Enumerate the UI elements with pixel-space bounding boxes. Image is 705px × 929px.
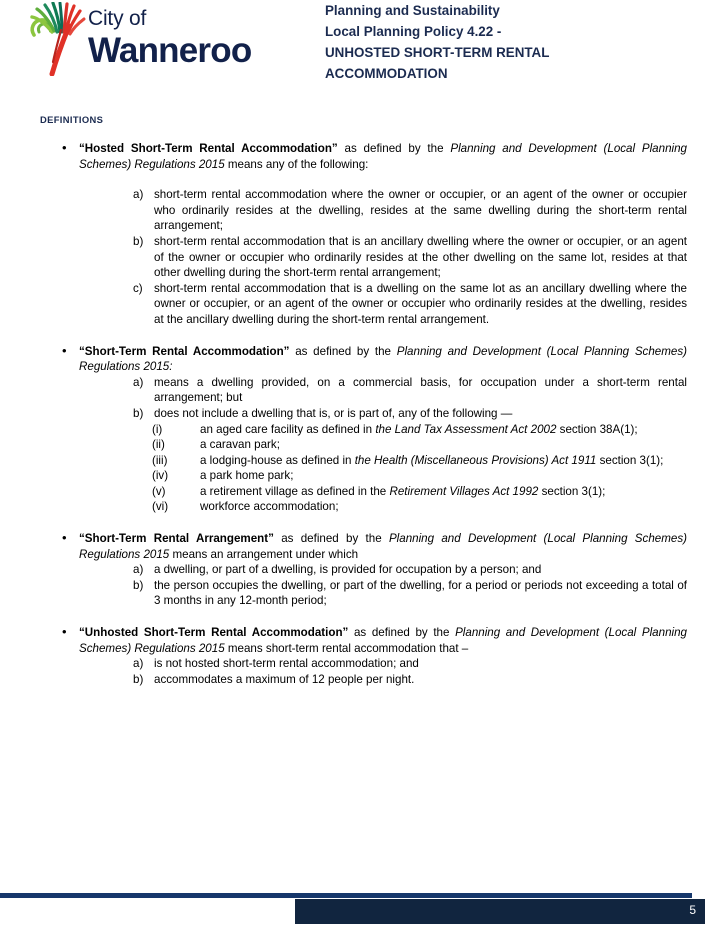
city-of-wanneroo-logo — [26, 2, 251, 78]
list-text: a dwelling, or part of a dwelling, is provided for occupation by a person; and — [154, 563, 542, 577]
list-marker: b) — [133, 578, 144, 592]
list-text: the person occupies the dwelling, or part of the dwelling, for a period or periods not exceeding a total of 3 months in any 12-month period; — [154, 578, 687, 608]
title-line-3: UNHOSTED SHORT-TERM RENTAL — [325, 45, 550, 60]
list-text: short-term rental accommodation where the owner or occupier, or an agent of the owner or occupier who ordinarily resides at the dwelling, resides at the same dwelling during the short-term rental arrangement; — [154, 188, 687, 233]
title-line-1: Planning and Sustainability — [325, 3, 500, 18]
document-title — [325, 0, 695, 84]
wanneroo-grasstree-logo-icon — [26, 2, 92, 76]
footer-divider-rule — [0, 893, 692, 898]
definition-block-arrangement — [0, 531, 705, 609]
alpha-list-unhosted — [133, 656, 687, 687]
definition-lead-plain-1: as defined by the — [337, 142, 451, 155]
list-marker: b) — [133, 672, 144, 686]
definition-lead-italic: Planning and Development (Local Planning Schemes) Regulations 2015 — [79, 142, 687, 171]
logo-wordmark — [88, 8, 251, 68]
definition-term: “Hosted Short-Term Rental Accommodation” — [79, 142, 338, 155]
list-text: means a dwelling provided, on a commercial basis, for occupation under a short-term rental arrangement; but — [154, 375, 687, 405]
list-text-plain-1: a caravan park; — [200, 438, 280, 452]
definition-lead-italic: Planning and Development (Local Planning Schemes) Regulations 2015 — [79, 532, 687, 561]
definition-term: “Short-Term Rental Accommodation” — [79, 344, 290, 358]
list-text: short-term rental accommodation that is a dwelling on the same lot as an ancillary dwelling where the owner or occupier, or an agent of the owner or occupier who ordinarily resides at the dwelling, resides at the ancillary dwelling during the short-term rental arrangement. — [154, 281, 687, 326]
list-marker: a) — [133, 563, 144, 577]
list-item — [133, 672, 687, 688]
list-text: is not hosted short-term rental accommodation; and — [154, 657, 419, 671]
definition-lead-italic: Planning and Development (Local Planning Schemes) Regulations 2015 — [79, 626, 687, 655]
page-footer — [0, 889, 705, 929]
list-item — [133, 578, 687, 609]
list-marker: c) — [133, 281, 143, 295]
list-text-plain-1: workforce accommodation; — [200, 500, 339, 514]
alpha-list-hosted — [133, 187, 687, 327]
list-marker: (ii) — [152, 438, 165, 452]
definition-lead-plain-2: means short-term rental accommodation that – — [224, 641, 469, 655]
logo-wanneroo-text: Wanneroo — [88, 31, 252, 70]
list-text-plain-2: section 3(1); — [596, 453, 664, 467]
list-marker: (i) — [152, 422, 163, 436]
list-text-plain-2: section 3(1); — [538, 484, 606, 498]
list-item — [133, 234, 687, 281]
definition-lead-plain-1: as defined by the — [273, 532, 389, 546]
list-text-italic: the Land Tax Assessment Act 2002 — [375, 422, 557, 436]
definition-block-strа — [0, 344, 705, 516]
list-item — [152, 484, 687, 500]
list-item — [133, 406, 687, 422]
list-item — [152, 468, 687, 484]
list-item — [133, 656, 687, 672]
document-body — [0, 100, 705, 687]
list-text-plain-2: section 38A(1); — [556, 422, 638, 436]
list-item — [133, 375, 687, 406]
definition-lead-paragraph — [79, 625, 687, 656]
list-marker: (iii) — [152, 453, 168, 467]
definition-lead-paragraph — [79, 531, 687, 562]
list-text-italic: the Health (Miscellaneous Provisions) Act 1911 — [354, 453, 597, 467]
list-text: accommodates a maximum of 12 people per night. — [154, 672, 415, 686]
definition-lead-paragraph — [79, 344, 687, 375]
list-text-plain-1: a park home park; — [200, 469, 294, 483]
list-marker: b) — [133, 234, 144, 248]
list-item — [152, 499, 687, 515]
list-text-plain-1: a lodging-house as defined in — [200, 453, 355, 467]
definition-lead-plain-1: as defined by the — [289, 344, 397, 358]
list-marker: (v) — [152, 484, 166, 498]
list-text: short-term rental accommodation that is an ancillary dwelling where the owner or occupier, or an agent of the owner or occupier who ordinarily resides at the other dwelling on the same lot, resides at that other dwelling during the short-term rental arrangement; — [154, 234, 687, 280]
definition-block-hosted — [0, 141, 705, 328]
list-marker: b) — [133, 406, 144, 420]
list-marker: a) — [133, 188, 144, 202]
list-item — [133, 562, 687, 578]
list-marker: a) — [133, 375, 144, 389]
list-item — [152, 422, 687, 438]
title-line-4: ACCOMMODATION — [325, 66, 448, 81]
list-text-plain-1: a retirement village as defined in the — [200, 484, 390, 498]
list-item — [152, 437, 687, 453]
list-text-plain-1: an aged care facility as defined in — [200, 422, 376, 436]
title-line-2: Local Planning Policy 4.22 - — [325, 24, 502, 39]
list-marker: (iv) — [152, 469, 169, 483]
list-item — [152, 453, 687, 469]
roman-list-exclusions — [152, 422, 687, 516]
list-item — [133, 187, 687, 234]
definition-lead-plain-2: means any of the following: — [224, 157, 369, 171]
list-marker: (vi) — [152, 500, 169, 514]
definition-block-unhosted — [0, 625, 705, 687]
section-heading-definitions: DEFINITIONS — [40, 114, 104, 125]
page-number: 5 — [689, 903, 696, 917]
list-marker: a) — [133, 657, 144, 671]
list-item — [133, 281, 687, 328]
definition-lead-paragraph — [79, 141, 687, 172]
alpha-list-arrangement — [133, 562, 687, 609]
page-header — [0, 0, 705, 100]
definition-term: “Unhosted Short-Term Rental Accommodation” — [79, 626, 349, 640]
definition-term: “Short-Term Rental Arrangement” — [79, 532, 274, 546]
alpha-list-stra — [133, 375, 687, 422]
definition-lead-italic: Planning and Development (Local Planning Schemes) Regulations 2015: — [79, 344, 688, 374]
definition-lead-plain-1: as defined by the — [348, 626, 456, 640]
footer-page-bar — [295, 899, 705, 924]
list-text: does not include a dwelling that is, or is part of, any of the following — — [154, 406, 513, 420]
definition-lead-plain-2: means an arrangement under which — [169, 547, 359, 561]
list-text-italic: Retirement Villages Act 1992 — [389, 484, 539, 498]
logo-city-text: City of — [88, 7, 147, 30]
